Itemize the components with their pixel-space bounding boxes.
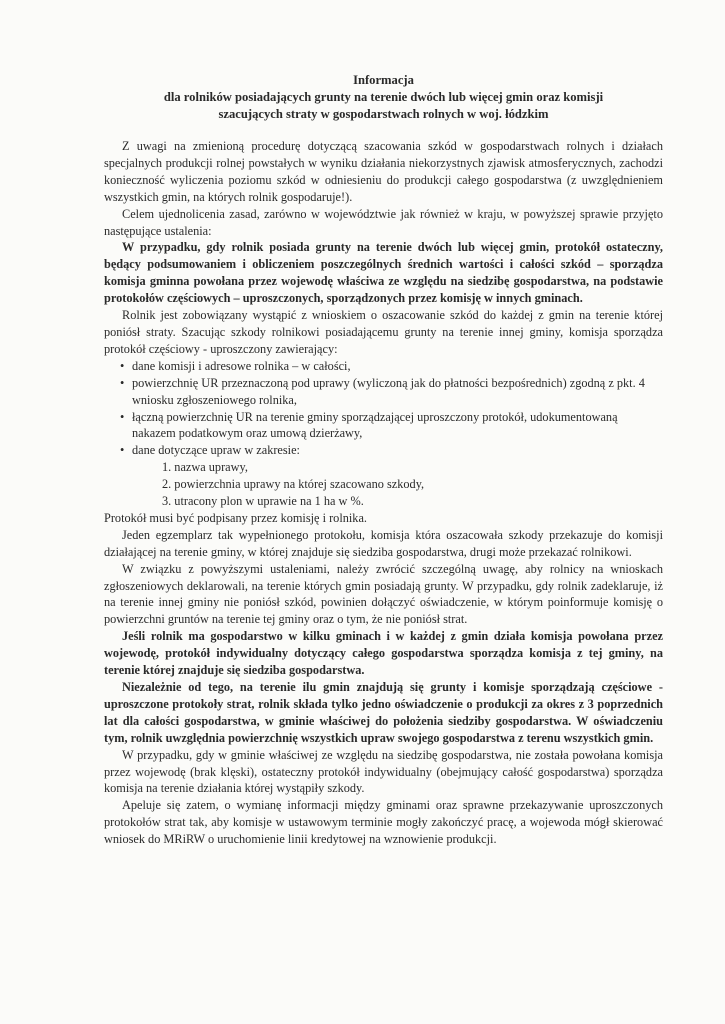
numbered-item: 1. nazwa uprawy, (162, 460, 248, 475)
title-line-1: Informacja (353, 73, 414, 87)
list-item (104, 358, 663, 375)
list-item-text: łączną powierzchnię UR na terenie gminy sporządzającej uproszczony protokół, udokumentowaną nakazem podatkowym oraz umową dzierżawy, (132, 409, 618, 441)
paragraph-declarations: W związku z powyższymi ustaleniami, należy zwrócić szczególną uwagę, aby rolnicy na wnioskach zgłoszeniowych deklarowali, na terenie których gmin posiadają grunty. W przypadku, gdy rolnik zadeklaruje, iż na terenie innej gminy nie poniósł szkód, powinien dołączyć oświadczenie, w którym poinformuje komisję o powierzchni gruntów na terenie tej gminy oraz o tym, że nie poniósł strat. (104, 561, 663, 627)
paragraph-protocol-copy: Jeden egzemplarz tak wypełnionego protokołu, komisja która oszacowała szkody przekazuje do komisji działającej na terenie gminy, w której znajduje się siedziba gospodarstwa, drugi może przekazać rolnikowi. (104, 527, 663, 559)
list-item-text: dane dotyczące upraw w zakresie: (132, 443, 300, 458)
bullet-icon: • (120, 443, 125, 458)
paragraph-purpose: Celem ujednolicenia zasad, zarówno w województwie jak również w kraju, w powyższej sprawie przyjęto następujące ustalenia: (104, 206, 663, 238)
paragraph-intro: Z uwagi na zmienioną procedurę dotyczącą szacowania szkód w gospodarstwach rolnych i działach specjalnych produkcji rolnej powstałych w wyniku działania niekorzystnych zjawisk atmosferycznych, zachodzi konieczność wyliczenia poziomu szkód w odniesieniu do produkcji całego gospodarstwa (z uwzględnieniem wszystkich gmin, na których rolnik gospodaruje!). (104, 139, 663, 204)
list-item (104, 409, 663, 443)
bullet-icon: • (120, 358, 125, 373)
bullet-icon: • (120, 409, 125, 424)
paragraph-appeal: Apeluje się zatem, o wymianę informacji między gminami oraz sprawne przekazywanie uproszczonych protokołów strat tak, aby komisje w ustawowym terminie mogły zakończyć pracę, a wojewoda mógł skierować wniosek do MRiRW o uruchomienie linii kredytowej na wznowienie produkcji. (104, 798, 663, 847)
list-item (104, 375, 663, 409)
document-body (104, 138, 663, 848)
document-title (104, 72, 663, 123)
list-item-text: dane komisji i adresowe rolnika – w całości, (132, 358, 351, 373)
numbered-item: 2. powierzchnia uprawy na której szacowano szkody, (162, 477, 425, 492)
paragraph-multiple-communes: Jeśli rolnik ma gospodarstwo w kilku gminach i w każdej z gmin działa komisja powołana przez wojewodę, protokół indywidualny dotyczący całego gospodarstwa sporządza komisja z tej gminy, na terenie której znajduje się siedziba gospodarstwa. (104, 629, 663, 678)
numbered-item: 3. utracony plon w uprawie na 1 ha w %. (162, 494, 364, 509)
title-line-3: szacujących straty w gospodarstwach rolnych w woj. łódzkim (218, 107, 549, 121)
paragraph-farmer-obligation: Rolnik jest zobowiązany wystąpić z wnioskiem o oszacowanie szkód do każdej z gmin na terenie której poniósł straty. Szacując szkody rolnikowi posiadającemu grunty na terenie innej gminy, komisja sporządza protokół częściowy - uproszczony zawierający: (104, 308, 663, 356)
paragraph-no-commission: W przypadku, gdy w gminie właściwej ze względu na siedzibę gospodarstwa, nie została powołana komisja przez wojewodę (brak klęski), ostateczny protokół indywidualny (obejmujący całość gospodarstwa) sporządza komisja na terenie działania której wystąpiły szkody. (104, 747, 663, 796)
list-item-text: powierzchnię UR przeznaczoną pod uprawy (wyliczoną jak do płatności bezpośrednich) zgodną z pkt. 4 wniosku zgłoszeniowego rolnika, (132, 375, 645, 407)
protocol-contents-list (104, 358, 663, 459)
crop-data-list (104, 459, 663, 510)
bullet-icon: • (120, 375, 125, 390)
paragraph-production-statement: Niezależnie od tego, na terenie ilu gmin znajdują się grunty i komisje sporządzają częściowe - uproszczone protokoły strat, rolnik składa tylko jedno oświadczenie o produkcji za okres z 3 poprzednich lat dla całości gospodarstwa, w gminie właściwej do położenia siedziby gospodarstwa. W oświadczeniu tym, rolnik uwzględnia powierzchnię wszystkich upraw swojego gospodarstwa z terenu wszystkich gmin. (104, 680, 663, 745)
list-item (104, 442, 663, 459)
title-line-2: dla rolników posiadających grunty na terenie dwóch lub więcej gmin oraz komisji (163, 90, 604, 104)
paragraph-signature-requirement: Protokół musi być podpisany przez komisję i rolnika. (104, 510, 367, 525)
paragraph-rule-final-protocol: W przypadku, gdy rolnik posiada grunty na terenie dwóch lub więcej gmin, protokół ostateczny, będący podsumowaniem i obliczeniem poszczególnych średnich wartości i całości szkód – sporządza komisja gminna powołana przez wojewodę właściwa ze względu na siedzibę gospodarstwa, na podstawie protokołów częściowych – uproszczonych, sporządzonych przez komisję w innych gminach. (104, 240, 663, 306)
